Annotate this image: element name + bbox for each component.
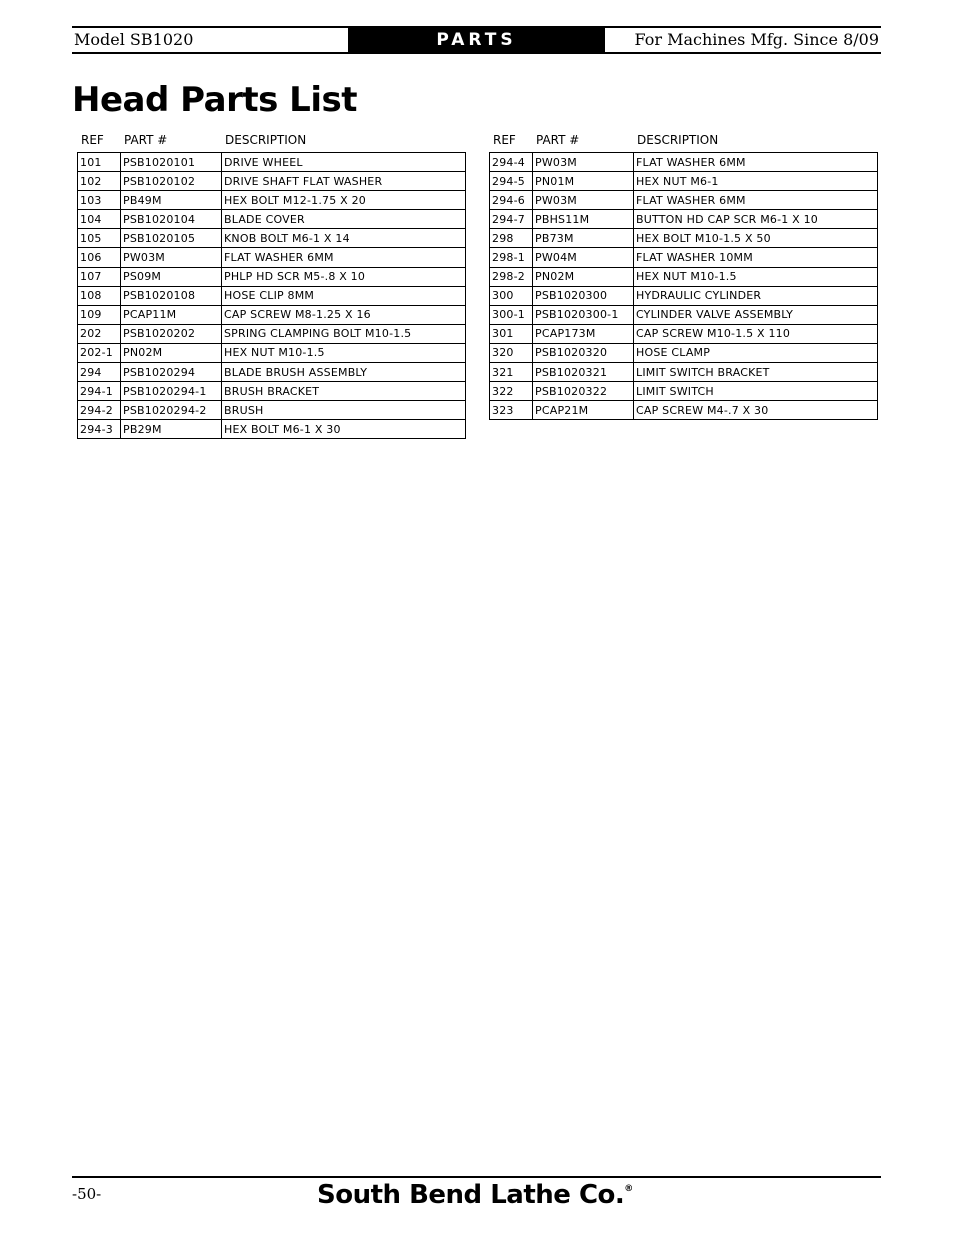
description-cell: SPRING CLAMPING BOLT M10-1.5 xyxy=(222,324,466,343)
part-column-header: PART # xyxy=(536,133,580,147)
description-cell: KNOB BOLT M6-1 X 14 xyxy=(222,229,466,248)
table-row xyxy=(78,305,466,324)
model-label: Model SB1020 xyxy=(74,30,194,49)
description-cell: HOSE CLIP 8MM xyxy=(222,286,466,305)
ref-cell: 107 xyxy=(78,267,121,286)
part-number-cell: PSB1020321 xyxy=(533,363,634,382)
description-cell: HEX NUT M6-1 xyxy=(634,172,878,191)
page-header xyxy=(72,26,881,54)
part-number-cell: PSB1020294-2 xyxy=(121,401,222,420)
table-row xyxy=(78,172,466,191)
ref-cell: 202 xyxy=(78,324,121,343)
description-cell: HOSE CLAMP xyxy=(634,343,878,362)
description-cell: FLAT WASHER 10MM xyxy=(634,248,878,267)
description-cell: HEX BOLT M10-1.5 X 50 xyxy=(634,229,878,248)
part-number-cell: PW04M xyxy=(533,248,634,267)
part-column-header: PART # xyxy=(124,133,168,147)
ref-cell: 294-1 xyxy=(78,382,121,401)
table-row xyxy=(78,229,466,248)
ref-cell: 320 xyxy=(490,343,533,362)
parts-list-left xyxy=(77,130,465,439)
table-row xyxy=(490,324,878,343)
description-cell: HEX NUT M10-1.5 xyxy=(222,343,466,362)
ref-cell: 101 xyxy=(78,153,121,172)
part-number-cell: PSB1020101 xyxy=(121,153,222,172)
table-row xyxy=(490,229,878,248)
part-number-cell: PSB1020294-1 xyxy=(121,382,222,401)
description-cell: HEX BOLT M12-1.75 X 20 xyxy=(222,191,466,210)
description-cell: HEX NUT M10-1.5 xyxy=(634,267,878,286)
part-number-cell: PB73M xyxy=(533,229,634,248)
part-number-cell: PN02M xyxy=(533,267,634,286)
description-cell: LIMIT SWITCH xyxy=(634,382,878,401)
part-number-cell: PN02M xyxy=(121,343,222,362)
part-number-cell: PSB1020300-1 xyxy=(533,305,634,324)
brand-logo xyxy=(317,1180,633,1210)
page-title: Head Parts List xyxy=(72,80,357,120)
description-column-header: DESCRIPTION xyxy=(637,133,719,147)
part-number-cell: PW03M xyxy=(121,248,222,267)
part-number-cell: PB49M xyxy=(121,191,222,210)
ref-cell: 105 xyxy=(78,229,121,248)
description-cell: CAP SCREW M8-1.25 X 16 xyxy=(222,305,466,324)
table-row xyxy=(490,343,878,362)
part-number-cell: PSB1020320 xyxy=(533,343,634,362)
table-row xyxy=(78,343,466,362)
part-number-cell: PSB1020104 xyxy=(121,210,222,229)
part-number-cell: PB29M xyxy=(121,420,222,439)
description-cell: BLADE BRUSH ASSEMBLY xyxy=(222,363,466,382)
description-cell: BLADE COVER xyxy=(222,210,466,229)
header-bottom-rule xyxy=(72,52,881,54)
ref-cell: 294-2 xyxy=(78,401,121,420)
ref-cell: 321 xyxy=(490,363,533,382)
description-cell: DRIVE SHAFT FLAT WASHER xyxy=(222,172,466,191)
ref-cell: 323 xyxy=(490,401,533,420)
brand-name: South Bend Lathe Co. xyxy=(317,1180,625,1210)
table-row xyxy=(78,401,466,420)
table-row xyxy=(490,248,878,267)
table-row xyxy=(78,324,466,343)
description-column-header: DESCRIPTION xyxy=(225,133,307,147)
page-number: -50- xyxy=(72,1185,102,1203)
column-headers xyxy=(489,130,877,152)
ref-cell: 294-3 xyxy=(78,420,121,439)
part-number-cell: PCAP21M xyxy=(533,401,634,420)
ref-cell: 294 xyxy=(78,363,121,382)
ref-cell: 202-1 xyxy=(78,343,121,362)
table-row xyxy=(490,401,878,420)
description-cell: BRUSH BRACKET xyxy=(222,382,466,401)
description-cell: BUTTON HD CAP SCR M6-1 X 10 xyxy=(634,210,878,229)
table-row xyxy=(490,172,878,191)
ref-cell: 322 xyxy=(490,382,533,401)
table-row xyxy=(78,191,466,210)
ref-cell: 300-1 xyxy=(490,305,533,324)
ref-cell: 294-4 xyxy=(490,153,533,172)
ref-cell: 102 xyxy=(78,172,121,191)
description-cell: LIMIT SWITCH BRACKET xyxy=(634,363,878,382)
description-cell: FLAT WASHER 6MM xyxy=(634,191,878,210)
parts-list-right xyxy=(489,130,877,420)
table-row xyxy=(490,191,878,210)
table-row xyxy=(490,153,878,172)
part-number-cell: PW03M xyxy=(533,191,634,210)
part-number-cell: PSB1020105 xyxy=(121,229,222,248)
parts-table xyxy=(489,152,878,420)
ref-cell: 298 xyxy=(490,229,533,248)
ref-cell: 104 xyxy=(78,210,121,229)
footer-rule xyxy=(72,1176,881,1178)
description-cell: CYLINDER VALVE ASSEMBLY xyxy=(634,305,878,324)
part-number-cell: PCAP11M xyxy=(121,305,222,324)
parts-table xyxy=(77,152,466,439)
ref-cell: 294-6 xyxy=(490,191,533,210)
part-number-cell: PSB1020322 xyxy=(533,382,634,401)
part-number-cell: PSB1020108 xyxy=(121,286,222,305)
part-number-cell: PW03M xyxy=(533,153,634,172)
description-cell: FLAT WASHER 6MM xyxy=(634,153,878,172)
ref-cell: 301 xyxy=(490,324,533,343)
ref-cell: 298-2 xyxy=(490,267,533,286)
description-cell: FLAT WASHER 6MM xyxy=(222,248,466,267)
part-number-cell: PSB1020202 xyxy=(121,324,222,343)
table-row xyxy=(490,267,878,286)
description-cell: HYDRAULIC CYLINDER xyxy=(634,286,878,305)
table-row xyxy=(490,286,878,305)
table-row xyxy=(490,305,878,324)
ref-cell: 108 xyxy=(78,286,121,305)
description-cell: CAP SCREW M10-1.5 X 110 xyxy=(634,324,878,343)
ref-column-header: REF xyxy=(493,133,516,147)
table-row xyxy=(78,210,466,229)
description-cell: DRIVE WHEEL xyxy=(222,153,466,172)
table-row xyxy=(78,286,466,305)
table-row xyxy=(78,153,466,172)
table-row xyxy=(490,382,878,401)
section-label: PARTS xyxy=(348,28,605,52)
table-row xyxy=(78,420,466,439)
description-cell: PHLP HD SCR M5-.8 X 10 xyxy=(222,267,466,286)
ref-cell: 103 xyxy=(78,191,121,210)
ref-cell: 294-7 xyxy=(490,210,533,229)
table-row xyxy=(490,363,878,382)
ref-cell: 294-5 xyxy=(490,172,533,191)
part-number-cell: PSB1020102 xyxy=(121,172,222,191)
part-number-cell: PBHS11M xyxy=(533,210,634,229)
table-row xyxy=(78,363,466,382)
table-row xyxy=(78,248,466,267)
part-number-cell: PN01M xyxy=(533,172,634,191)
description-cell: CAP SCREW M4-.7 X 30 xyxy=(634,401,878,420)
part-number-cell: PSB1020294 xyxy=(121,363,222,382)
description-cell: BRUSH xyxy=(222,401,466,420)
manufacture-date-label: For Machines Mfg. Since 8/09 xyxy=(634,30,879,49)
ref-column-header: REF xyxy=(81,133,104,147)
ref-cell: 106 xyxy=(78,248,121,267)
part-number-cell: PCAP173M xyxy=(533,324,634,343)
part-number-cell: PSB1020300 xyxy=(533,286,634,305)
table-row xyxy=(78,267,466,286)
description-cell: HEX BOLT M6-1 X 30 xyxy=(222,420,466,439)
table-row xyxy=(490,210,878,229)
ref-cell: 298-1 xyxy=(490,248,533,267)
ref-cell: 109 xyxy=(78,305,121,324)
column-headers xyxy=(77,130,465,152)
registered-mark: ® xyxy=(624,1184,633,1194)
part-number-cell: PS09M xyxy=(121,267,222,286)
table-row xyxy=(78,382,466,401)
ref-cell: 300 xyxy=(490,286,533,305)
